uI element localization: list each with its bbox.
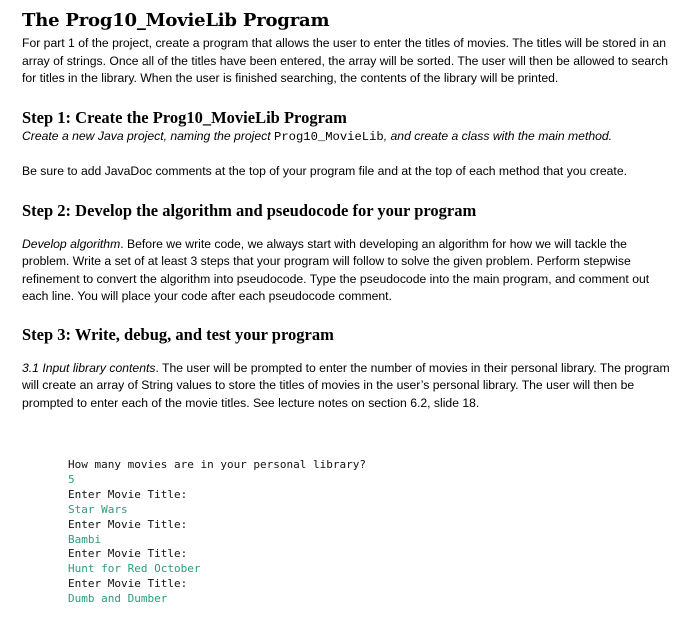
console-input-title-4: Dumb and Dumber bbox=[68, 592, 168, 606]
step1-instruction-part2: , naming the project bbox=[163, 128, 275, 143]
step2-paragraph bbox=[22, 236, 672, 306]
console-input-title-2: Bambi bbox=[68, 532, 102, 546]
console-input-title-1: Star Wars bbox=[68, 502, 128, 516]
document-title: The Prog10_MovieLib Program bbox=[22, 10, 330, 31]
document-page bbox=[22, 10, 672, 412]
console-prompt-title-1: Enter Movie Title: bbox=[68, 487, 188, 501]
step1-instruction-part3: , and create a class with the main method. bbox=[383, 128, 613, 143]
project-name: Prog10_MovieLib bbox=[274, 129, 384, 144]
step1-heading: Step 1: Create the Prog10_MovieLib Program bbox=[22, 107, 347, 127]
console-prompt-count: How many movies are in your personal library? bbox=[68, 458, 367, 471]
console-prompt-title-3: Enter Movie Title: bbox=[68, 547, 188, 561]
step3-lead: 3.1 Input library contents bbox=[22, 360, 156, 375]
step3-body: . The user will be prompted to enter the number of movies in their personal library. The program will create an array of String values to store the titles of movies in the user’s personal library. The user will then be prompted to enter each of the movie titles. See lecture notes on section 6.2, slide 18. bbox=[22, 360, 670, 410]
step2-body: . Before we write code, we always start with developing an algorithm for how we will tackle the problem. Write a set of at least 3 steps that your program will follow to solve the given problem. Perform stepwise refinement to convert the algorithm into pseudocode. Type the pseudocode into the main program, and comment out each line. You will place your code after each pseudocode comment. bbox=[22, 236, 650, 303]
step3-heading: Step 3: Write, debug, and test your program bbox=[22, 324, 334, 344]
console-input-title-3: Hunt for Red October bbox=[68, 562, 201, 576]
step1-instruction-part1: Create a new Java project bbox=[22, 128, 164, 143]
step3-paragraph bbox=[22, 360, 672, 413]
intro-paragraph: For part 1 of the project, create a program that allows the user to enter the titles of movies. The titles will be stored in an array of strings. Once all of the titles have been entered, the array will be sorted. The user will then be allowed to search for titles in the library. When the user is finished searching, the contents of the library will be printed. bbox=[22, 36, 669, 85]
step2-heading: Step 2: Develop the algorithm and pseudocode for your program bbox=[22, 200, 477, 220]
console-prompt-title-2: Enter Movie Title: bbox=[68, 517, 188, 531]
step1-instruction bbox=[22, 128, 672, 147]
console-prompt-title-4: Enter Movie Title: bbox=[68, 577, 188, 591]
console-input-count: 5 bbox=[68, 472, 75, 486]
javadoc-note: Be sure to add JavaDoc comments at the top of your program file and at the top of each method that you create. bbox=[22, 164, 627, 178]
step2-lead: Develop algorithm bbox=[22, 236, 121, 251]
console-sample-output bbox=[68, 458, 366, 607]
